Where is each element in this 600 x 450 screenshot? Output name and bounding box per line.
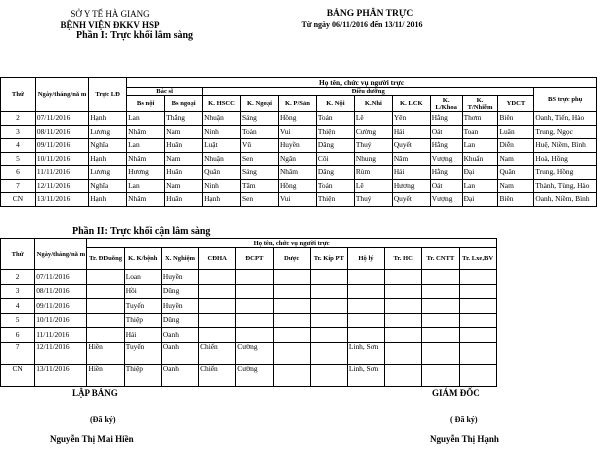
col-ho-ly: Hộ lý bbox=[347, 248, 384, 270]
table-cell bbox=[310, 299, 347, 314]
part2-title: Phần II: Trực khối cận lâm sàng bbox=[72, 226, 211, 237]
table-cell: Hải bbox=[392, 166, 430, 180]
table-cell: Nhuận bbox=[203, 112, 241, 126]
table-cell bbox=[273, 342, 310, 364]
table-row bbox=[1, 139, 597, 153]
table-cell: Hạnh bbox=[203, 193, 241, 207]
paraclinical-duty-table bbox=[0, 238, 597, 387]
table-cell: Dũng bbox=[161, 284, 198, 299]
table-cell bbox=[273, 270, 310, 285]
table-cell bbox=[310, 313, 347, 328]
date-range: Từ ngày 06/11/2016 đến 13/11/ 2016 bbox=[301, 20, 423, 29]
table-cell bbox=[459, 313, 496, 328]
table-row bbox=[1, 364, 598, 386]
table-cell bbox=[236, 328, 273, 343]
table-cell bbox=[347, 313, 384, 328]
blank-cell bbox=[496, 342, 597, 364]
col-bs-noi: Bs nội bbox=[127, 96, 165, 112]
table-cell: Lan bbox=[462, 139, 498, 153]
table-cell: Năm bbox=[392, 152, 430, 166]
table-cell: 10/11/2016 bbox=[35, 152, 88, 166]
table-cell bbox=[385, 364, 422, 386]
col-tr-cntt: Tr. CNTT bbox=[422, 248, 459, 270]
table-cell bbox=[385, 270, 422, 285]
table-cell: 5 bbox=[1, 152, 36, 166]
table-cell: 7 bbox=[1, 179, 36, 193]
table-cell: Hương bbox=[392, 179, 430, 193]
table-cell: Thuý bbox=[354, 139, 392, 153]
table-row bbox=[1, 342, 598, 364]
col-k-ngoai: K. Ngoại bbox=[241, 96, 279, 112]
table-cell: 3 bbox=[1, 284, 35, 299]
table-cell: 11/11/2016 bbox=[35, 328, 87, 343]
table-cell bbox=[236, 299, 273, 314]
table-cell bbox=[310, 284, 347, 299]
table-cell bbox=[422, 364, 459, 386]
table-cell: Chiến bbox=[199, 364, 236, 386]
table-cell: Hiền bbox=[87, 364, 124, 386]
table-row bbox=[1, 193, 597, 207]
table-cell: Quyết bbox=[392, 193, 430, 207]
blank-cell bbox=[496, 328, 597, 343]
table-cell: Lê bbox=[354, 179, 392, 193]
director-name: Nguyễn Thị Hạnh bbox=[430, 434, 499, 444]
table-cell: Sáng bbox=[241, 112, 279, 126]
col-truc-ld: Trực LĐ bbox=[89, 78, 127, 112]
table-cell: Vũ bbox=[241, 139, 279, 153]
table-cell bbox=[199, 284, 236, 299]
table-cell: Lan bbox=[462, 179, 498, 193]
col-tr-hc: Tr. HC bbox=[385, 248, 422, 270]
table-cell: Cường bbox=[236, 364, 273, 386]
table-cell: Dũng bbox=[161, 313, 198, 328]
blank-cell bbox=[496, 270, 597, 285]
table-cell: Hải bbox=[392, 125, 430, 139]
col-k-tnhiem: K. T/Nhiễm bbox=[462, 96, 498, 112]
table-cell: 11/11/2016 bbox=[35, 166, 88, 180]
table-cell: Huân bbox=[165, 166, 203, 180]
table-cell: Nhuận bbox=[203, 152, 241, 166]
table-cell: Vui bbox=[278, 125, 316, 139]
table-cell: Nam bbox=[165, 125, 203, 139]
table-cell: Nhâm bbox=[278, 166, 316, 180]
table-cell: 13/11/2016 bbox=[35, 364, 87, 386]
director-signed: ( Đã ký) bbox=[450, 415, 478, 424]
document-title: BẢNG PHÂN TRỰC bbox=[326, 9, 414, 19]
table-cell: Hằng bbox=[430, 166, 462, 180]
table-cell: Lê bbox=[354, 112, 392, 126]
col-k-khbenh: K. K/bệnh bbox=[124, 248, 161, 270]
table-cell bbox=[422, 270, 459, 285]
table-cell: Oát bbox=[430, 125, 462, 139]
group-header: Họ tên, chức vụ người trực bbox=[127, 78, 597, 88]
table-row bbox=[1, 166, 597, 180]
table-cell: Nhâm bbox=[127, 125, 165, 139]
table-row bbox=[1, 112, 597, 126]
col-k-psan: K. P/Sản bbox=[278, 96, 316, 112]
table-cell: Dâng bbox=[316, 139, 354, 153]
table-cell: Nam bbox=[165, 152, 203, 166]
table-cell: Hồng bbox=[278, 179, 316, 193]
table-cell: Yên bbox=[392, 112, 430, 126]
table-cell: Hạnh bbox=[89, 152, 127, 166]
table-cell: Thắng bbox=[165, 112, 203, 126]
table-cell: Linh, Sơn bbox=[347, 342, 384, 364]
table-cell: Oanh bbox=[161, 342, 198, 364]
blank-header bbox=[496, 248, 597, 270]
table-row bbox=[1, 328, 598, 343]
dieu-duong-header: Điều dưỡng bbox=[203, 88, 534, 96]
hospital-name: BỆNH VIỆN ĐKKV HSP bbox=[60, 20, 160, 30]
table-cell bbox=[310, 270, 347, 285]
table-cell bbox=[310, 328, 347, 343]
table-row bbox=[1, 299, 598, 314]
table-cell bbox=[347, 284, 384, 299]
table-cell: Toàn bbox=[241, 125, 279, 139]
table-cell: 2 bbox=[1, 270, 35, 285]
blank-cell bbox=[496, 364, 597, 386]
table-cell: 5 bbox=[1, 313, 35, 328]
table-cell: Lan bbox=[127, 112, 165, 126]
table-cell: 4 bbox=[1, 299, 35, 314]
table-cell bbox=[459, 270, 496, 285]
clinical-duty-table bbox=[0, 77, 597, 207]
table-cell bbox=[385, 313, 422, 328]
table-cell bbox=[459, 328, 496, 343]
department-name: SỞ Y TẾ HÀ GIANG bbox=[70, 9, 150, 19]
table-cell: Nhâm bbox=[127, 152, 165, 166]
table-cell bbox=[199, 328, 236, 343]
table-cell: Sáng bbox=[241, 166, 279, 180]
table-cell: Quân bbox=[203, 166, 241, 180]
blank-header bbox=[496, 239, 597, 248]
table-cell bbox=[87, 284, 124, 299]
table-cell bbox=[422, 328, 459, 343]
table-cell: Lan bbox=[127, 139, 165, 153]
table-cell: Huyền bbox=[161, 299, 198, 314]
table-cell: Trung, Ngọc bbox=[534, 125, 597, 139]
table-cell: Diễn bbox=[498, 139, 534, 153]
table-cell bbox=[459, 342, 496, 364]
director-title: GIÁM ĐỐC bbox=[432, 388, 480, 398]
col-cdha: CĐHA bbox=[199, 248, 236, 270]
table-cell bbox=[87, 313, 124, 328]
table-cell: CN bbox=[1, 364, 35, 386]
col-thu: Thứ bbox=[1, 78, 36, 112]
table-cell: Chiến bbox=[199, 342, 236, 364]
table-cell: Huyền bbox=[161, 270, 198, 285]
col-ngay: Ngày/tháng/nă m bbox=[35, 78, 88, 112]
table-cell bbox=[347, 328, 384, 343]
table-cell bbox=[236, 270, 273, 285]
col-ngay: Ngày/tháng/nă m bbox=[35, 239, 87, 270]
table-cell bbox=[459, 364, 496, 386]
table-cell: Nhung bbox=[354, 152, 392, 166]
blank-cell bbox=[496, 284, 597, 299]
col-bs-truc-phu: BS trực phụ bbox=[534, 88, 597, 112]
table-cell: 6 bbox=[1, 328, 35, 343]
table-cell bbox=[385, 342, 422, 364]
table-cell: Khuẩn bbox=[462, 152, 498, 166]
group-header: Họ tên, chức vụ người trực bbox=[87, 239, 496, 248]
table-row bbox=[1, 270, 598, 285]
table-cell: Nghĩa bbox=[89, 139, 127, 153]
table-row bbox=[1, 179, 597, 193]
table-cell: 12/11/2016 bbox=[35, 342, 87, 364]
col-tr-kip-pt: Tr. Kíp PT bbox=[310, 248, 347, 270]
table-cell: Hằng bbox=[430, 112, 462, 126]
table-cell: Côi bbox=[316, 152, 354, 166]
table-cell: Đại bbox=[462, 193, 498, 207]
table-cell: Vượng bbox=[430, 152, 462, 166]
table-cell: Toán bbox=[316, 179, 354, 193]
table-cell: Biên bbox=[498, 193, 534, 207]
table-cell: Luân bbox=[498, 125, 534, 139]
table-cell: Nam bbox=[498, 179, 534, 193]
table-cell: Dâng bbox=[316, 166, 354, 180]
table-cell bbox=[310, 364, 347, 386]
table-cell: Linh, Sơn bbox=[347, 364, 384, 386]
table-cell: Huệ, Niềm, Bình bbox=[534, 139, 597, 153]
table-cell bbox=[273, 299, 310, 314]
table-cell: Tâm bbox=[241, 179, 279, 193]
table-cell: Toan bbox=[462, 125, 498, 139]
table-cell: Thuý bbox=[354, 193, 392, 207]
table-cell: Sen bbox=[241, 193, 279, 207]
table-cell bbox=[87, 270, 124, 285]
table-cell bbox=[385, 328, 422, 343]
table-cell: 08/11/2016 bbox=[35, 125, 88, 139]
blank-cell bbox=[496, 313, 597, 328]
table-cell bbox=[273, 313, 310, 328]
table-cell bbox=[273, 284, 310, 299]
table-cell: Rùm bbox=[354, 166, 392, 180]
col-tr-dduong: Tr. ĐDuõng bbox=[87, 248, 124, 270]
col-thu: Thứ bbox=[1, 239, 35, 270]
table-cell: Oanh bbox=[161, 364, 198, 386]
table-cell: Nam bbox=[165, 179, 203, 193]
table-cell bbox=[385, 284, 422, 299]
table-cell: Cường bbox=[236, 342, 273, 364]
table-cell: Ninh bbox=[203, 179, 241, 193]
table-cell: Ngân bbox=[278, 152, 316, 166]
table-cell: Nhâm bbox=[127, 193, 165, 207]
table-cell: Tuyến bbox=[124, 299, 161, 314]
table-cell: Vượng bbox=[430, 193, 462, 207]
bac-si-header: Bác sĩ bbox=[127, 88, 203, 96]
prepared-by-title: LẬP BẢNG bbox=[72, 388, 118, 398]
table-cell: Loan bbox=[124, 270, 161, 285]
table-cell bbox=[385, 299, 422, 314]
col-k-nhi: K.Nhi bbox=[354, 96, 392, 112]
table-cell: Lan bbox=[127, 179, 165, 193]
table-cell: Thành, Tùng, Hào bbox=[534, 179, 597, 193]
table-cell: 3 bbox=[1, 125, 36, 139]
table-cell: 6 bbox=[1, 166, 36, 180]
table-cell bbox=[199, 270, 236, 285]
table-cell: Huyền bbox=[278, 139, 316, 153]
table-cell: 2 bbox=[1, 112, 36, 126]
table-cell bbox=[273, 364, 310, 386]
table-cell bbox=[199, 313, 236, 328]
table-cell: Toán bbox=[316, 112, 354, 126]
table-cell: Thơm bbox=[462, 112, 498, 126]
table-cell bbox=[273, 328, 310, 343]
table-cell bbox=[422, 299, 459, 314]
table-cell: Luật bbox=[203, 139, 241, 153]
table-cell bbox=[422, 313, 459, 328]
table-cell bbox=[422, 342, 459, 364]
table-row bbox=[1, 152, 597, 166]
table-cell: Nghĩa bbox=[89, 179, 127, 193]
table-cell bbox=[236, 284, 273, 299]
table-cell: 10/11/2016 bbox=[35, 313, 87, 328]
table-cell: Hương bbox=[127, 166, 165, 180]
table-cell: Ninh bbox=[203, 125, 241, 139]
table-cell bbox=[347, 299, 384, 314]
table-cell: 09/11/2016 bbox=[35, 139, 88, 153]
table-cell bbox=[310, 342, 347, 364]
table-cell: Oát bbox=[430, 179, 462, 193]
table-cell bbox=[87, 328, 124, 343]
table-cell: Oanh, Niềm, Bình bbox=[534, 193, 597, 207]
table-cell: Hạnh bbox=[89, 112, 127, 126]
table-cell bbox=[236, 313, 273, 328]
col-ydct: YDCT bbox=[498, 96, 534, 112]
table-cell bbox=[87, 299, 124, 314]
table-cell: Lương bbox=[89, 166, 127, 180]
table-cell: Sen bbox=[241, 152, 279, 166]
prepared-by-name: Nguyễn Thị Mai Hiền bbox=[50, 434, 134, 444]
table-cell: Thiện bbox=[316, 125, 354, 139]
table-cell: 12/11/2016 bbox=[35, 179, 88, 193]
table-cell: 13/11/2016 bbox=[35, 193, 88, 207]
table-row bbox=[1, 313, 598, 328]
table-cell bbox=[459, 284, 496, 299]
col-x-nghiem: X. Nghiệm bbox=[161, 248, 198, 270]
table-cell: Nam bbox=[498, 152, 534, 166]
col-dcpt: ĐCPT bbox=[236, 248, 273, 270]
table-cell bbox=[199, 299, 236, 314]
table-cell: 07/11/2016 bbox=[35, 270, 87, 285]
table-cell: Lương bbox=[89, 125, 127, 139]
col-tr-lxebv: Tr. Lxe,BV bbox=[459, 248, 496, 270]
col-duoc: Dược bbox=[273, 248, 310, 270]
table-cell: CN bbox=[1, 193, 36, 207]
table-cell: Hạnh bbox=[89, 193, 127, 207]
part1-title: Phần I: Trực khối lâm sàng bbox=[76, 30, 194, 41]
table-cell: Thiện bbox=[316, 193, 354, 207]
table-row bbox=[1, 284, 598, 299]
table-cell: Huân bbox=[165, 139, 203, 153]
table-cell bbox=[422, 284, 459, 299]
table-cell: 09/11/2016 bbox=[35, 299, 87, 314]
table-cell: Đại bbox=[462, 166, 498, 180]
table-cell: Hồng bbox=[278, 112, 316, 126]
table-cell: 08/11/2016 bbox=[35, 284, 87, 299]
table-cell: Hằng bbox=[430, 139, 462, 153]
table-cell: 07/11/2016 bbox=[35, 112, 88, 126]
table-cell: Hoà, Hồng bbox=[534, 152, 597, 166]
table-cell: Biên bbox=[498, 112, 534, 126]
col-k-noi: K. Nội bbox=[316, 96, 354, 112]
col-bs-ngoai: Bs ngoại bbox=[165, 96, 203, 112]
table-cell: 7 bbox=[1, 342, 35, 364]
table-cell: Hải bbox=[124, 328, 161, 343]
table-cell bbox=[459, 299, 496, 314]
col-k-hscc: K. HSCC bbox=[203, 96, 241, 112]
col-k-lkhoa: K. L/Khoa bbox=[430, 96, 462, 112]
table-cell: Thiệp bbox=[124, 364, 161, 386]
table-cell: Thiệp bbox=[124, 313, 161, 328]
table-cell: Tuyến bbox=[124, 342, 161, 364]
table-cell: Quân bbox=[498, 166, 534, 180]
table-cell: Cường bbox=[354, 125, 392, 139]
table-cell: Quyết bbox=[392, 139, 430, 153]
table-cell: 4 bbox=[1, 139, 36, 153]
blank-cell bbox=[496, 299, 597, 314]
table-cell: Hiền bbox=[87, 342, 124, 364]
table-row bbox=[1, 125, 597, 139]
table-cell bbox=[347, 270, 384, 285]
table-cell: Trung, Hồng bbox=[534, 166, 597, 180]
table-cell: Oanh bbox=[161, 328, 198, 343]
table-cell: Huân bbox=[165, 193, 203, 207]
table-cell: Vui bbox=[278, 193, 316, 207]
col-k-lck: K. LCK bbox=[392, 96, 430, 112]
prepared-by-signed: (Đã ký) bbox=[90, 415, 116, 424]
table-cell: Hồi bbox=[124, 284, 161, 299]
table-cell: Oanh, Tiến, Hào bbox=[534, 112, 597, 126]
